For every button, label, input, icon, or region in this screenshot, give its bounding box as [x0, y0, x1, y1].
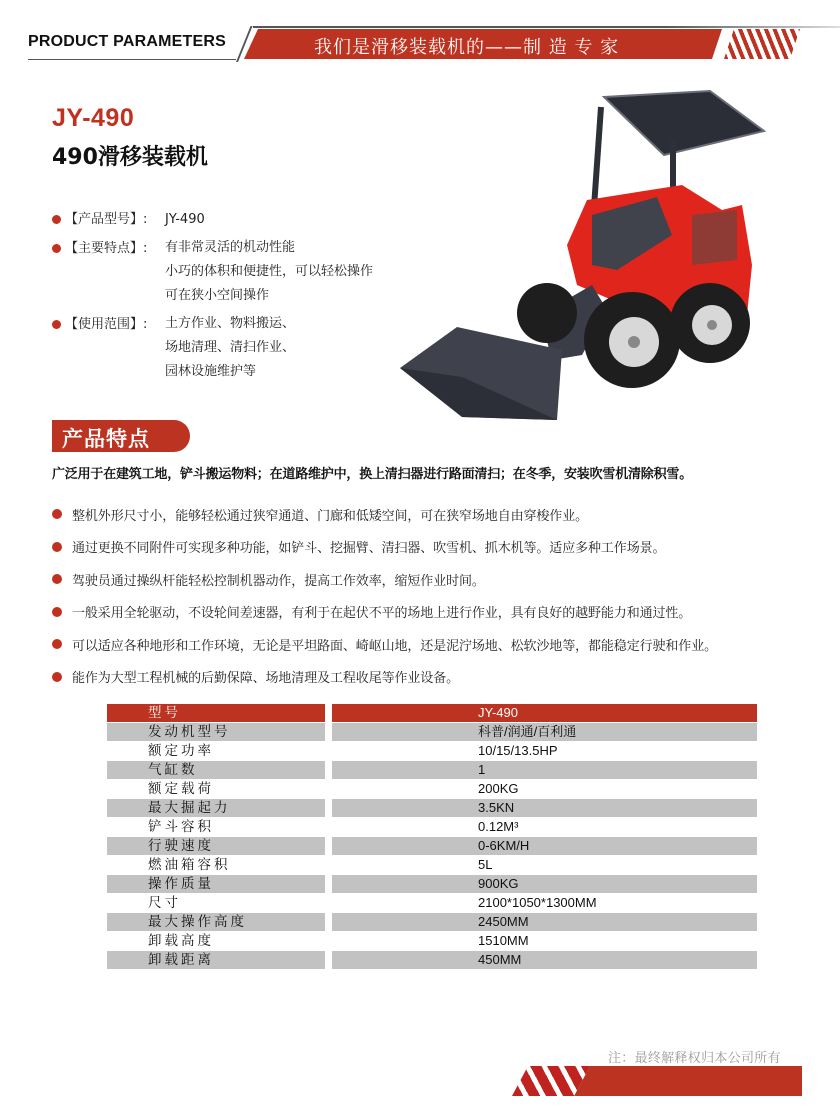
param-value: 2100*1050*1300MM: [332, 894, 757, 912]
summary-key: 【产品型号】:: [65, 212, 148, 227]
param-value: 0.12M³: [332, 818, 757, 836]
param-key: 铲斗容积: [107, 818, 325, 836]
features-list: [52, 498, 717, 693]
table-row: [107, 913, 757, 932]
param-value: 0-6KM/H: [332, 837, 757, 855]
bullet-dot-icon: [52, 574, 62, 584]
summary-row-features: [52, 239, 373, 308]
table-row: [107, 818, 757, 837]
bullet-dot-icon: [52, 542, 62, 552]
summary-value: JY-490: [165, 212, 205, 227]
header-slogan: 我们是滑移装载机的——制 造 专 家: [314, 37, 620, 58]
header-title: PRODUCT PARAMETERS: [28, 33, 226, 50]
table-header-key: 型号: [107, 704, 325, 722]
param-key: 额定载荷: [107, 780, 325, 798]
feature-item: [52, 596, 717, 629]
feature-text: 整机外形尺寸小，能够轻松通过狭窄通道、门廊和低矮空间，可在狭窄场地自由穿梭作业。: [72, 508, 589, 524]
feature-text: 一般采用全轮驱动，不设轮间差速器，有利于在起伏不平的场地上进行作业，具有良好的越野能力和通过性。: [72, 606, 692, 622]
param-value: 900KG: [332, 875, 757, 893]
param-key: 额定功率: [107, 742, 325, 760]
summary-value: 可在狭小空间操作: [165, 288, 270, 303]
feature-item: [52, 563, 717, 596]
feature-item: [52, 531, 717, 564]
table-row: [107, 856, 757, 875]
summary-row-usage: [52, 315, 373, 384]
param-value: 5L: [332, 856, 757, 874]
feature-item: [52, 661, 717, 694]
param-value: 450MM: [332, 951, 757, 969]
feature-text: 可以适应各种地形和工作环境，无论是平坦路面、崎岖山地，还是泥泞场地、松软沙地等，都能稳定行驶和作业。: [72, 638, 718, 654]
feature-text: 驾驶员通过操纵杆能轻松控制机器动作，提高工作效率，缩短作业时间。: [72, 573, 485, 589]
table-row: [107, 780, 757, 799]
param-key: 燃油箱容积: [107, 856, 325, 874]
param-value: 1510MM: [332, 932, 757, 950]
bullet-dot-icon: [52, 244, 61, 253]
page-header: [0, 0, 840, 70]
param-key: 最大操作高度: [107, 913, 325, 931]
spec-summary: [52, 210, 373, 391]
param-value: 200KG: [332, 780, 757, 798]
param-key: 发动机型号: [107, 723, 325, 741]
summary-value: 园林设施维护等: [165, 364, 257, 379]
param-key: 操作质量: [107, 875, 325, 893]
summary-value: 小巧的体积和便捷性，可以轻松操作: [165, 264, 374, 279]
table-row: [107, 951, 757, 970]
summary-value: 有非常灵活的机动性能: [165, 240, 296, 255]
product-image: [392, 85, 772, 420]
bullet-dot-icon: [52, 320, 61, 329]
param-key: 行驶速度: [107, 837, 325, 855]
features-intro: 广泛用于在建筑工地，铲斗搬运物料；在道路维护中，换上清扫器进行路面清扫；在冬季，安装吹雪机清除积雪。: [52, 467, 693, 482]
table-row: [107, 837, 757, 856]
param-value: 10/15/13.5HP: [332, 742, 757, 760]
feature-item: [52, 628, 717, 661]
param-value: 2450MM: [332, 913, 757, 931]
header-underline: [28, 59, 236, 60]
bullet-dot-icon: [52, 607, 62, 617]
table-row: [107, 723, 757, 742]
param-key: 气缸数: [107, 761, 325, 779]
model-code: JY-490: [52, 104, 135, 132]
feature-text: 能作为大型工程机械的后勤保障、场地清理及工程收尾等作业设备。: [72, 671, 460, 687]
table-row: [107, 932, 757, 951]
table-row: [107, 799, 757, 818]
features-section-tag: [52, 420, 190, 452]
summary-row-model: [52, 210, 373, 232]
model-name: 490滑移装载机: [52, 145, 208, 170]
summary-key: 【使用范围】:: [65, 317, 148, 332]
parameters-table: [107, 704, 757, 970]
summary-value: 土方作业、物料搬运、: [165, 316, 296, 331]
footer-red-bar: [574, 1066, 802, 1096]
table-row: [107, 761, 757, 780]
bullet-dot-icon: [52, 639, 62, 649]
table-row: [107, 742, 757, 761]
table-row: [107, 875, 757, 894]
feature-item: [52, 498, 717, 531]
table-row: [107, 894, 757, 913]
header-stripes-decoration: [724, 29, 800, 59]
param-value: 科普/润通/百利通: [332, 723, 757, 741]
param-key: 卸载高度: [107, 932, 325, 950]
features-section-title: 产品特点: [62, 427, 150, 451]
feature-text: 通过更换不同附件可实现多种功能，如铲斗、挖掘臂、清扫器、吹雪机、抓木机等。适应多种工作场景。: [72, 541, 666, 557]
footer-note: 注：最终解释权归本公司所有: [608, 1051, 781, 1066]
header-topline: [253, 26, 840, 28]
bullet-dot-icon: [52, 672, 62, 682]
table-header-row: [107, 704, 757, 723]
param-value: 3.5KN: [332, 799, 757, 817]
summary-value: 场地清理、清扫作业、: [165, 340, 296, 355]
summary-key: 【主要特点】:: [65, 241, 148, 256]
bullet-dot-icon: [52, 509, 62, 519]
param-value: 1: [332, 761, 757, 779]
param-key: 尺寸: [107, 894, 325, 912]
table-header-value: JY-490: [332, 704, 757, 722]
param-key: 卸载距离: [107, 951, 325, 969]
param-key: 最大掘起力: [107, 799, 325, 817]
bullet-dot-icon: [52, 215, 61, 224]
